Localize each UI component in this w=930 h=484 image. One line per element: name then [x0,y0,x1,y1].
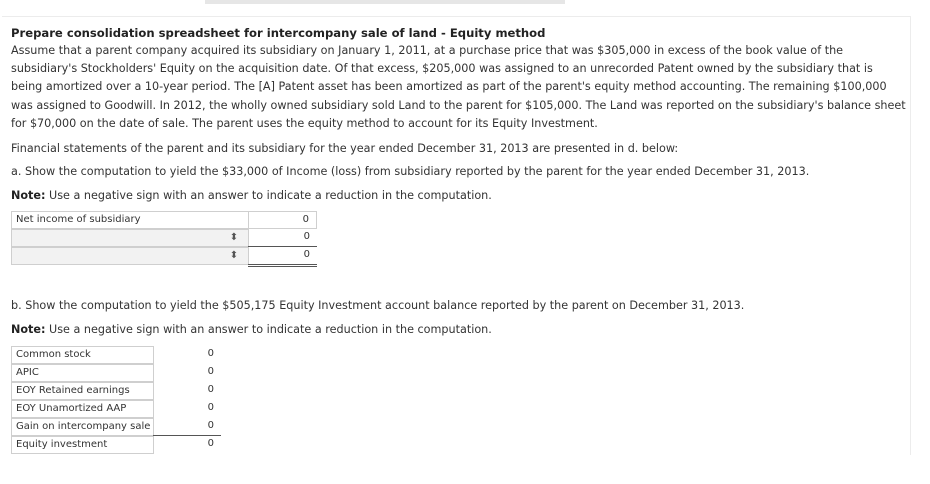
top-divider [205,0,565,4]
question-title: Prepare consolidation spreadsheet for intercompany sale of land - Equity method [11,26,546,40]
select-arrows-icon: ⬍ [229,250,239,261]
part-b-row-2-input[interactable]: 0 [207,366,214,377]
note-label: Note: [11,323,46,336]
part-b-row-4-label: EOY Unamortized AAP [11,400,154,418]
part-a-note [11,189,492,202]
part-a-row-1-label: Net income of subsidiary [11,211,249,229]
part-a-row-2-input[interactable]: 0 [303,231,310,242]
part-b-row-6-label: Equity investment [11,436,154,454]
part-b-row-1-label: Common stock [11,346,154,364]
part-b-row-5-label: Gain on intercompany sale [11,418,154,436]
part-a-total-double-underline [248,263,317,267]
question-paragraph: Assume that a parent company acquired its subsidiary on January 1, 2011, at a purchase price that was $305,000 in excess of the book value of the subsidiary's Stockholders' Equity on the acquisition date. Of that excess, $205,000 was assigned to an unrecorded Patent owned by the subsidiary that is being amortized over a 10-year period. The [A] Patent asset has been amortized as part of the parent's equity method accounting. The remaining $100,000 was assigned to Goodwill. In 2012, the wholly owned subsidiary sold Land to the parent for $105,000. The Land was reported on the subsidiary's balance sheet for $70,000 on the date of sale. The parent uses the equity method to account for its Equity Investment. [11,44,906,130]
part-b-row-2-label: APIC [11,364,154,382]
part-a-row-3-input[interactable]: 0 [303,249,310,260]
note-label: Note: [11,189,46,202]
part-b-row-6-input[interactable]: 0 [207,438,214,449]
part-b-row-3-label: EOY Retained earnings [11,382,154,400]
financials-line: Financial statements of the parent and its subsidiary for the year ended December 31, 2013 are presented in d. below: [11,142,679,155]
part-a-question: a. Show the computation to yield the $33,000 of Income (loss) from subsidiary reported by the parent for the year ended December 31, 2013. [11,165,810,178]
part-a-row-3-select[interactable] [11,247,249,265]
part-a-row-1-input[interactable]: 0 [248,211,317,229]
note-text: Use a negative sign with an answer to indicate a reduction in the computation. [49,323,492,336]
part-b-row-3-input[interactable]: 0 [207,384,214,395]
select-arrows-icon: ⬍ [229,232,239,243]
part-b-row-1-input[interactable]: 0 [207,348,214,359]
part-a-row-2-select[interactable] [11,229,249,247]
part-b-note [11,323,492,336]
part-b-row-4-input[interactable]: 0 [207,402,214,413]
note-text: Use a negative sign with an answer to indicate a reduction in the computation. [49,189,492,202]
part-b-question: b. Show the computation to yield the $505,175 Equity Investment account balance reported by the parent on December 31, 2013. [11,299,745,312]
part-b-row-5-input[interactable]: 0 [207,420,214,431]
